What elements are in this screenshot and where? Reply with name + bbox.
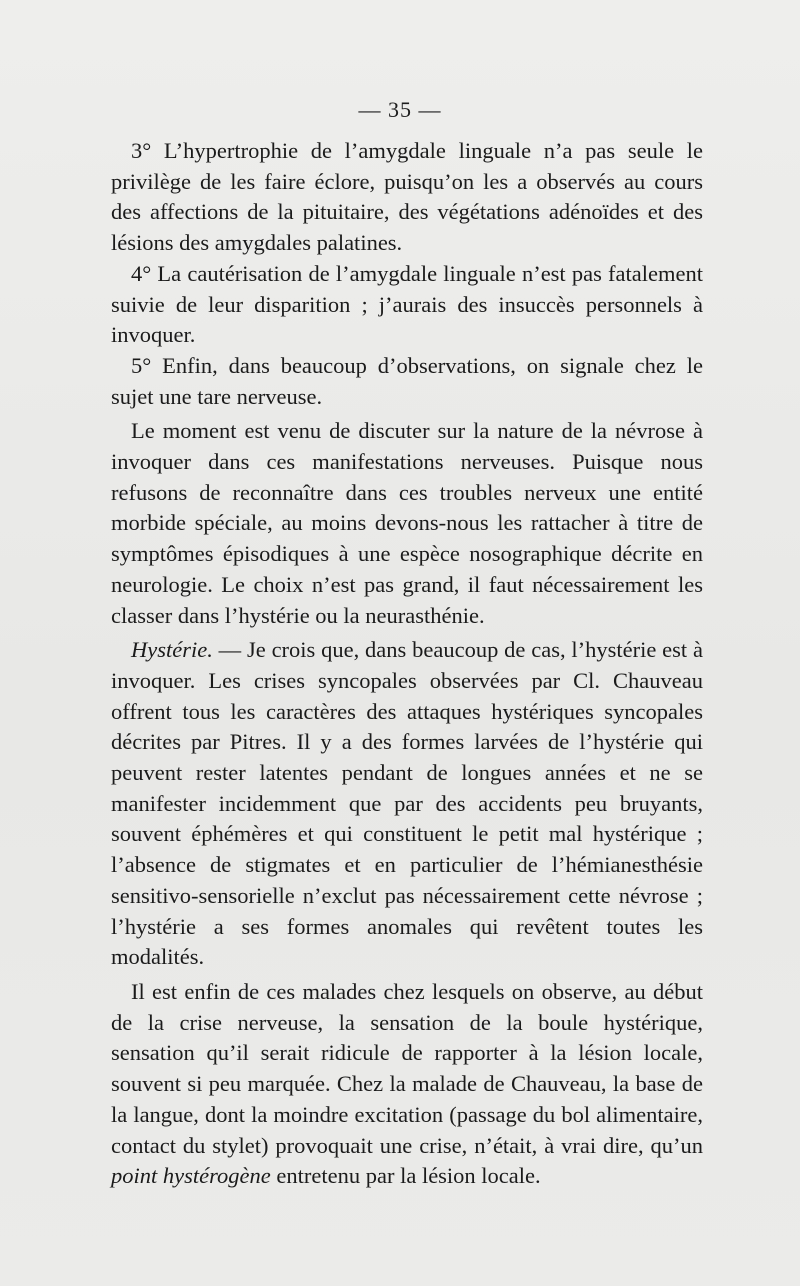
paragraph-hysterie-text: — Je crois que, dans beaucoup de cas, l’hystérie est à invoquer. Les crises syncopales observées par Cl. Chauveau offrent tous les caractères des attaques hystériques syncopales décrites par Pitres. Il y a des formes larvées de l’hystérie qui peuvent rester latentes pendant de longues années et ne se manifester incidemment que par des accidents peu bruyants, souvent éphémères et qui constituent le petit mal hystérique ; l’absence de stigmates et en particulier de l’hémianesthésie sensitivo-sensorielle n’exclut pas nécessairement cette névrose ; l’hystérie a ses formes anomales qui revêtent toutes les modalités.: [111, 637, 703, 970]
paragraph-boule-text-after: entretenu par la lésion locale.: [270, 1163, 541, 1189]
paragraph-point-3: 3° L’hypertrophie de l’amygdale linguale n’a pas seule le privilège de les faire éclore, puisqu’on les a observés au cours des affections de la pituitaire, des végétations adénoïdes et des lésions des amygdales palatines.: [111, 138, 703, 256]
paragraph-point-5: 5° Enfin, dans beaucoup d’observations, on signale chez le sujet une tare nerveuse.: [111, 352, 703, 409]
section-lead-hysterie: Hystérie.: [131, 637, 213, 663]
paragraph-boule-hysterique: [111, 977, 703, 1192]
emphasis-point-hysterogene: point hystérogène: [111, 1163, 271, 1189]
paragraph-nature-nevrose: Le moment est venu de discuter sur la nature de la névrose à invoquer dans ces manifestations nerveuses. Puisque nous refusons de reconnaître dans ces troubles nerveux une entité morbide spéciale, au moins devons-nous les rattacher à titre de symptômes épisodiques à une espèce nosographique décrite en neurologie. Le choix n’est pas grand, il faut nécessairement les classer dans l’hystérie ou la neurasthénie.: [111, 418, 703, 628]
paragraph-hysterie: [111, 635, 703, 973]
paragraph-point-4: 4° La cautérisation de l’amygdale linguale n’est pas fatalement suivie de leur disparition ; j’aurais des insuccès personnels à invoquer.: [111, 260, 703, 348]
page-number: — 35 —: [358, 97, 442, 122]
paragraph-boule-text-before: Il est enfin de ces malades chez lesquels on observe, au début de la crise nerveuse, la sensation de la boule hystérique, sensation qu’il serait ridicule de rapporter à la lésion locale, souvent si peu marquée. Chez la malade de Chauveau, la base de la langue, dont la moindre excitation (passage du bol alimentaire, contact du stylet) provoquait une crise, n’était, à vrai dire, qu’un: [111, 978, 703, 1158]
body-text: [111, 136, 703, 1192]
